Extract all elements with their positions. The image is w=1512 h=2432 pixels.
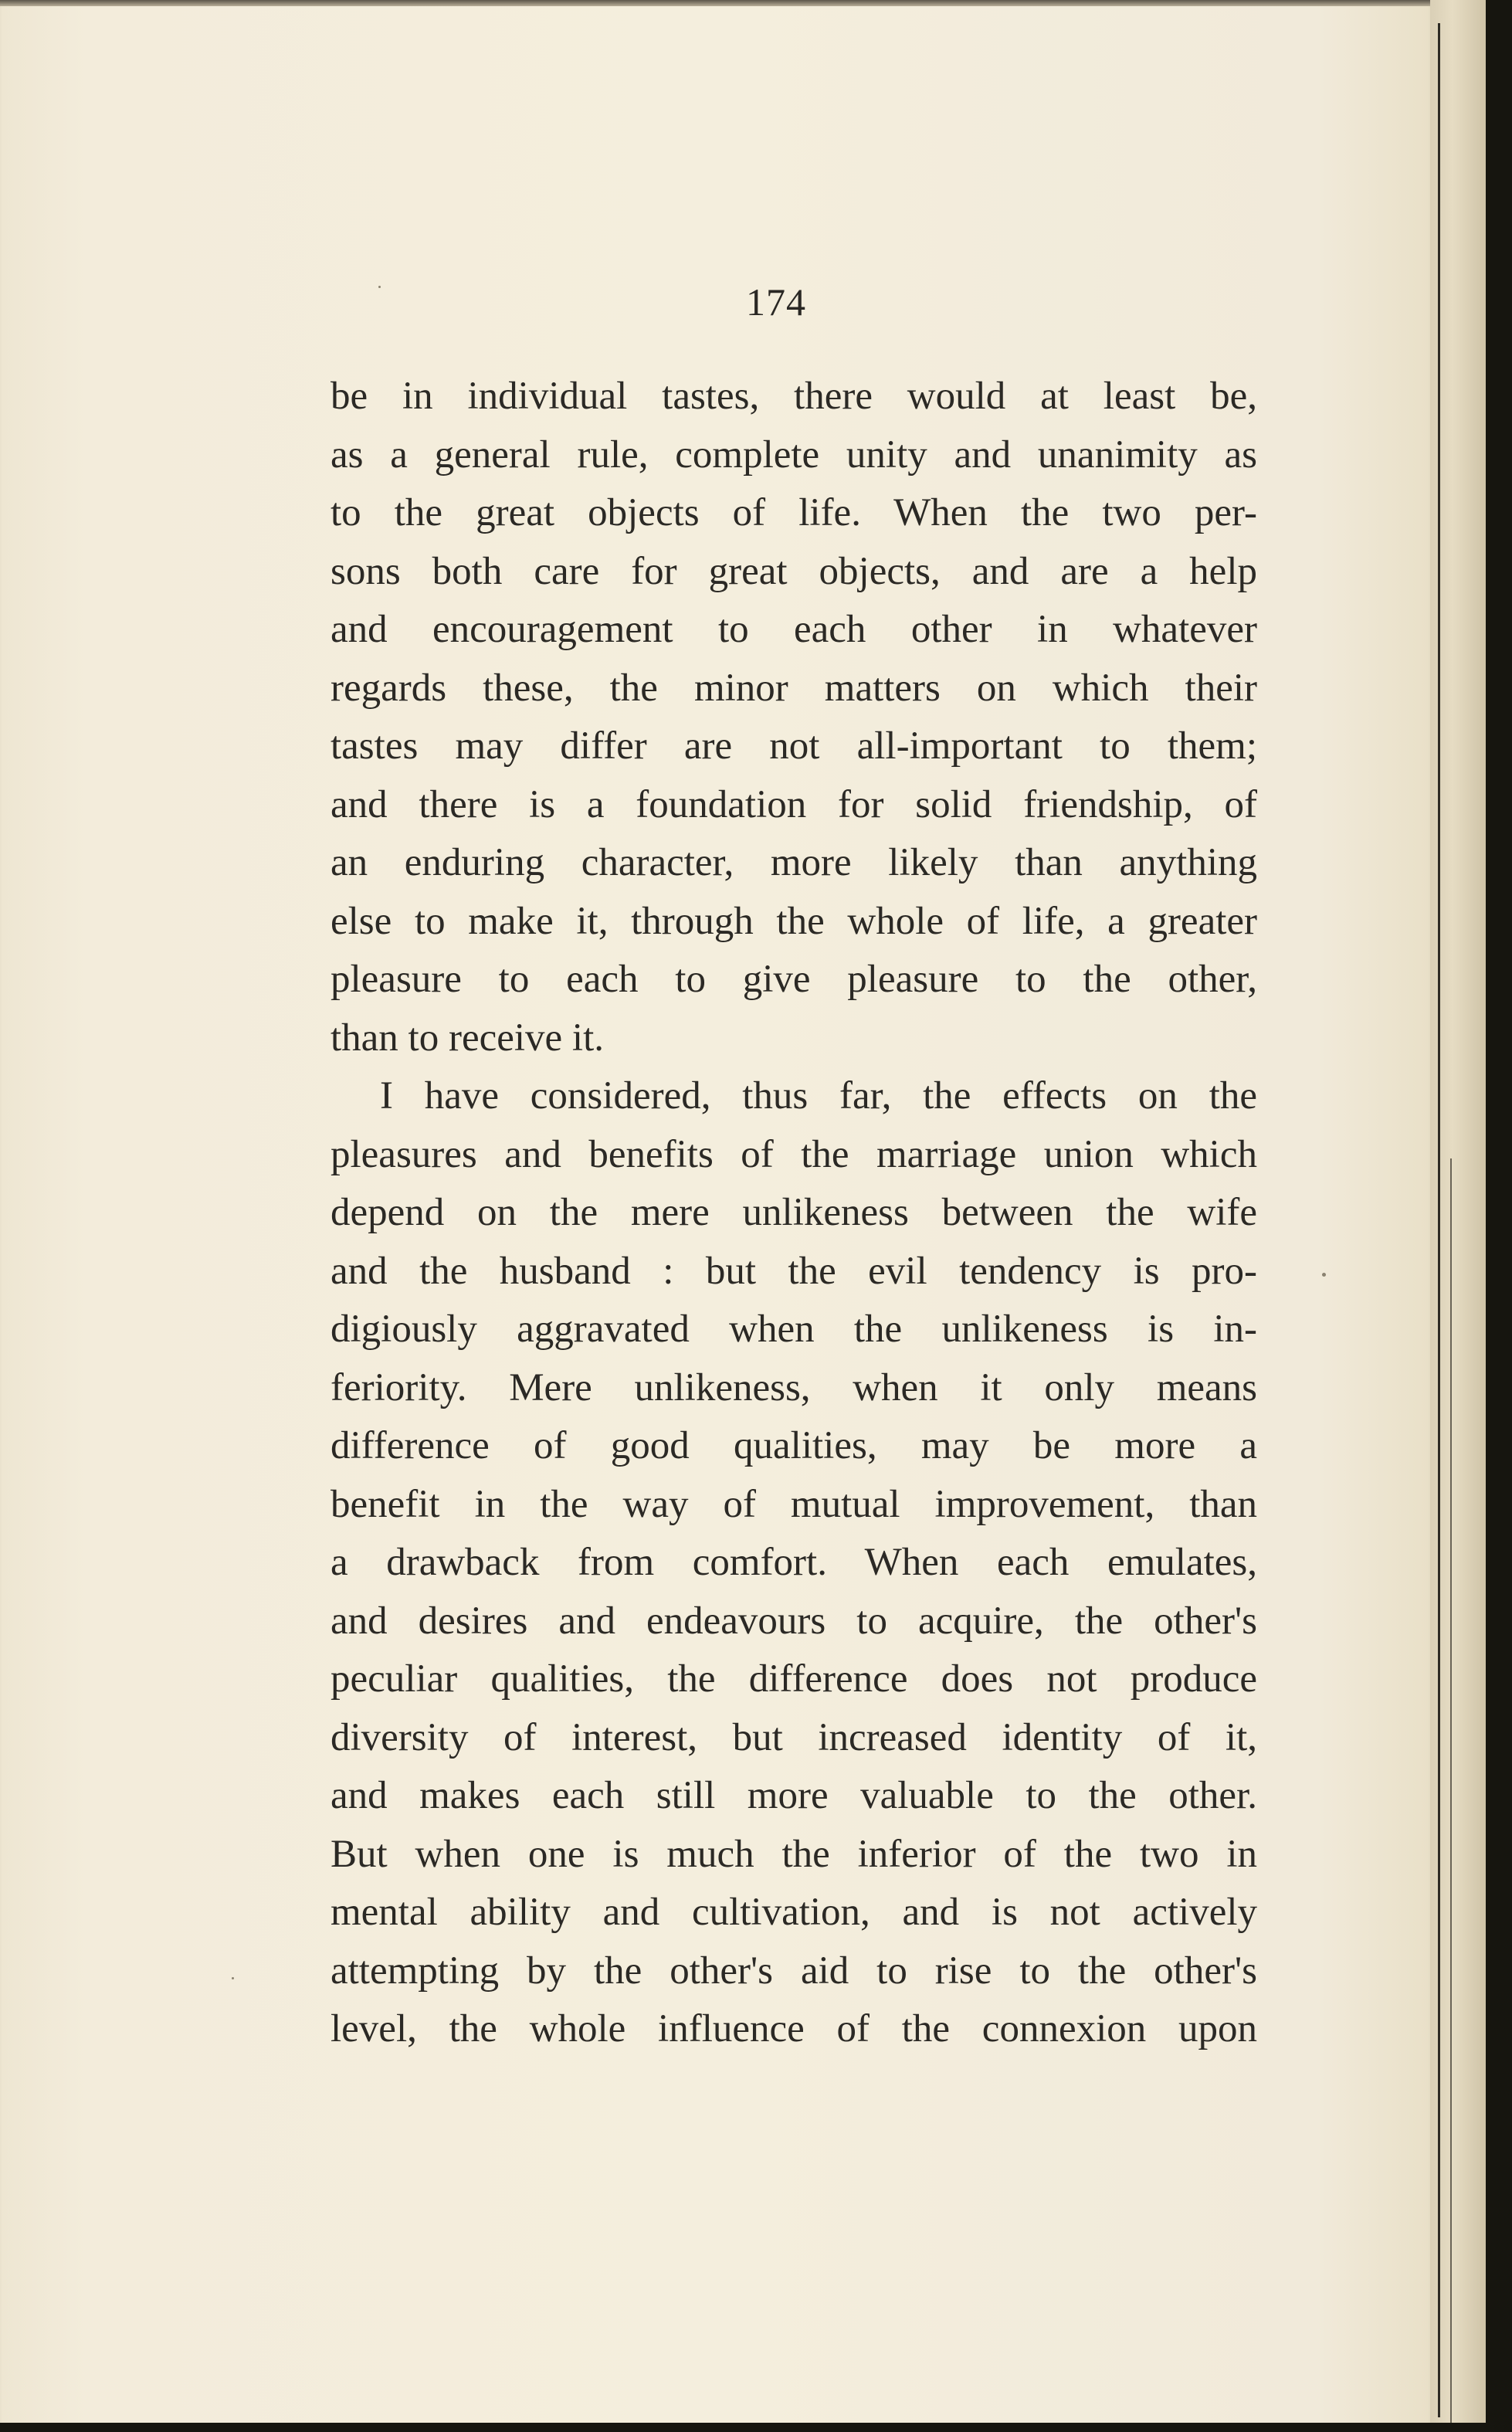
paragraph-start-line: I have considered, thus far, the effects on the	[380, 1074, 1257, 1118]
paragraph-end-line: than to receive it.	[331, 1016, 605, 1060]
body-text	[331, 368, 1257, 2059]
text-line: and there is a foundation for solid friendship, of	[331, 782, 1257, 826]
scan-background-right	[1486, 0, 1512, 2432]
text-line: depend on the mere unlikeness between the wife	[331, 1191, 1257, 1234]
text-line: attempting by the other's aid to rise to the other's	[331, 1949, 1257, 1993]
text-line: as a general rule, complete unity and unanimity as	[331, 432, 1257, 477]
text-line: and encouragement to each other in whatever	[331, 608, 1257, 651]
scan-background-bottom	[0, 2423, 1512, 2432]
text-line: to the great objects of life. When the two per-	[331, 491, 1257, 534]
fore-edge-line	[1438, 23, 1440, 2417]
text-line: pleasure to each to give pleasure to the other,	[331, 958, 1257, 1001]
text-line: be in individual tastes, there would at least be,	[331, 375, 1257, 418]
text-line: benefit in the way of mutual improvement, than	[331, 1482, 1257, 1526]
text-line: a drawback from comfort. When each emulates,	[331, 1541, 1257, 1584]
text-line: tastes may differ are not all-important to them;	[331, 724, 1257, 768]
paper-speck	[232, 1977, 234, 1979]
text-line: an enduring character, more likely than anything	[331, 841, 1257, 884]
text-line: feriority. Mere unlikeness, when it only means	[331, 1365, 1257, 1409]
text-line: sons both care for great objects, and are a help	[331, 549, 1257, 593]
text-line: and makes each still more valuable to the other.	[331, 1774, 1257, 1817]
text-line: regards these, the minor matters on which their	[331, 666, 1257, 710]
top-edge-shadow	[0, 0, 1430, 6]
paper-speck	[1322, 1273, 1326, 1277]
text-line: But when one is much the inferior of the two in	[331, 1832, 1257, 1876]
text-line: else to make it, through the whole of life, a greater	[331, 899, 1257, 943]
text-line: and desires and endeavours to acquire, the other's	[331, 1599, 1257, 1643]
text-line: and the husband : but the evil tendency is pro-	[331, 1249, 1257, 1293]
page-number: 174	[746, 280, 806, 324]
text-line: diversity of interest, but increased identity of it,	[331, 1715, 1257, 1759]
text-line: pleasures and benefits of the marriage union which	[331, 1132, 1257, 1176]
text-line: peculiar qualities, the difference does not produce	[331, 1657, 1257, 1701]
fore-edge-line	[1450, 1158, 1452, 2423]
text-line: level, the whole influence of the connexion upon	[331, 2007, 1257, 2050]
paper-speck	[378, 286, 381, 288]
text-line: digiously aggravated when the unlikeness is in-	[331, 1308, 1257, 1351]
text-line: difference of good qualities, may be more a	[331, 1424, 1257, 1467]
text-line: mental ability and cultivation, and is not actively	[331, 1891, 1257, 1934]
